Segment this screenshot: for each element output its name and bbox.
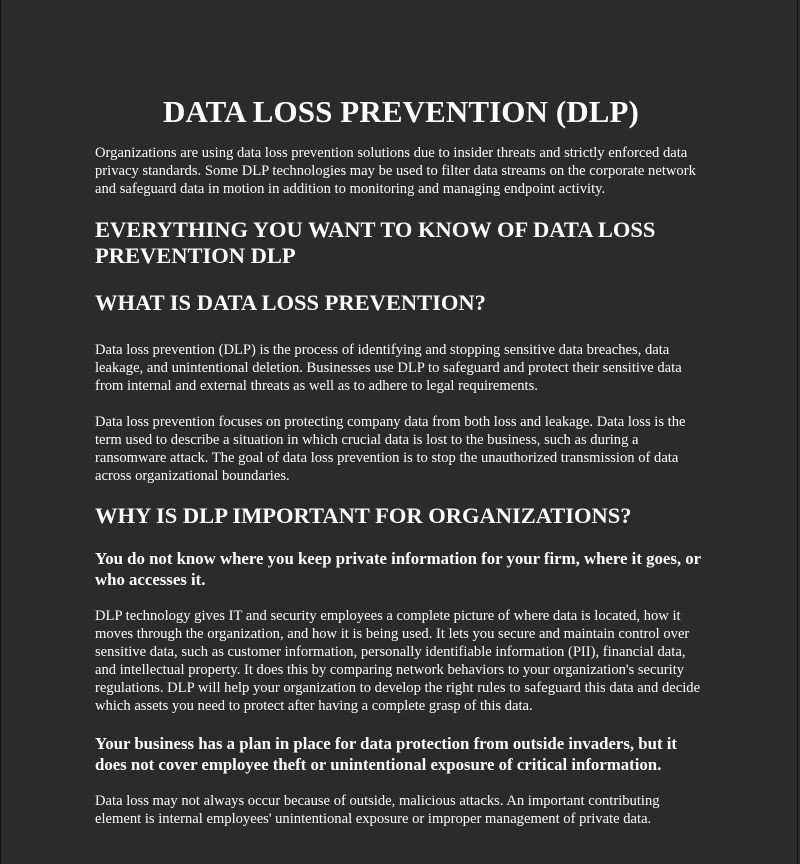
subheading-protection-plan: Your business has a plan in place for data protection from outside invaders, but it does not cover employee theft or unintentional exposure of critical information. (95, 734, 677, 774)
what-paragraph-1: Data loss prevention (DLP) is the process of identifying and stopping sensitive data breaches, data leakage, and unintentional deletion. Businesses use DLP to safeguard and protect their sensitive data from internal and external threats as well as to adhere to legal requirements. (95, 342, 682, 394)
private-info-paragraph: DLP technology gives IT and security employees a complete picture of where data is located, how it moves through the organization, and how it is being used. It lets you secure and maintain control over sensitive data, such as customer information, personally identifiable information (PII), financial data, and intellectual property. It does this by comparing network behaviors to your organization's security regulations. DLP will help your organization to develop the right rules to safeguard this data and decide which assets you need to protect after having a complete grasp of this data. (95, 608, 701, 714)
page-title: DATA LOSS PREVENTION (DLP) (163, 94, 639, 129)
heading-what-is-dlp: WHAT IS DATA LOSS PREVENTION? (95, 290, 486, 315)
heading-why-dlp-important: WHY IS DLP IMPORTANT FOR ORGANIZATIONS? (95, 503, 632, 528)
intro-paragraph: Organizations are using data loss prevention solutions due to insider threats and strictly enforced data privacy standards. Some DLP technologies may be used to filter data streams on the corporate network and safeguard data in motion in addition to monitoring and managing endpoint activity. (95, 145, 696, 197)
protection-plan-paragraph: Data loss may not always occur because of outside, malicious attacks. An important contributing element is internal employees' unintentional exposure or improper management of private data. (95, 793, 660, 827)
heading-everything: EVERYTHING YOU WANT TO KNOW OF DATA LOSS PREVENTION DLP (95, 217, 656, 268)
what-paragraph-2: Data loss prevention focuses on protecting company data from both loss and leakage. Data loss is the term used to describe a situation in which crucial data is lost to the business, such as during a ransomware attack. The goal of data loss prevention is to stop the unauthorized transmission of data across organizational boundaries. (95, 414, 686, 484)
subheading-private-info: You do not know where you keep private information for your firm, where it goes, or who accesses it. (95, 549, 701, 589)
document-body (95, 94, 707, 828)
